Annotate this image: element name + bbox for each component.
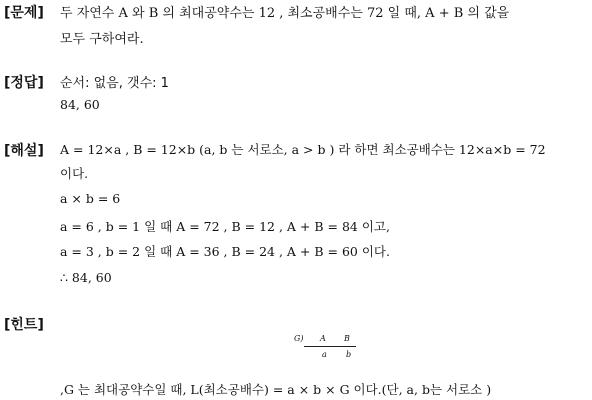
- diagram-bottom-b: b: [346, 350, 352, 359]
- explanation-line-5: a = 3 , b = 2 일 때 A = 36 , B = 24 , A + B = 60 이다.: [60, 244, 390, 259]
- hint-label: [힌트]: [4, 317, 44, 333]
- problem-label: [문제]: [4, 5, 44, 21]
- diagram-top-a: A: [320, 334, 326, 343]
- problem-text-line-2: 모두 구하여라.: [60, 32, 144, 47]
- diagram-division-line: [304, 346, 356, 347]
- explanation-line-3: a × b = 6: [60, 191, 121, 206]
- answer-values: 84, 60: [60, 97, 100, 112]
- answer-label: [정답]: [4, 75, 44, 91]
- gcd-division-diagram: [290, 334, 360, 364]
- problem-text-line-1: 두 자연수 A 와 B 의 최대공약수는 12 , 최소공배수는 72 일 때, A + B 의 값을: [60, 6, 510, 21]
- diagram-top-b: B: [344, 334, 350, 343]
- answer-order-count: 순서: 없음, 갯수: 1: [60, 76, 169, 91]
- explanation-line-4: a = 6 , b = 1 일 때 A = 72 , B = 12 , A + B = 84 이고,: [60, 219, 390, 234]
- explanation-conclusion: ∴ 84, 60: [60, 270, 112, 285]
- explanation-line-2: 이다.: [60, 166, 89, 181]
- diagram-bottom-a: a: [322, 350, 327, 359]
- diagram-gcd-divisor: G): [294, 334, 304, 343]
- explanation-label: [해설]: [4, 143, 44, 159]
- hint-text: ,G 는 최대공약수일 때, L(최소공배수) = a × b × G 이다.(단, a, b는 서로소 ): [60, 382, 492, 397]
- explanation-line-1: A = 12×a , B = 12×b (a, b 는 서로소, a > b ) 라 하면 최소공배수는 12×a×b = 72: [60, 142, 546, 157]
